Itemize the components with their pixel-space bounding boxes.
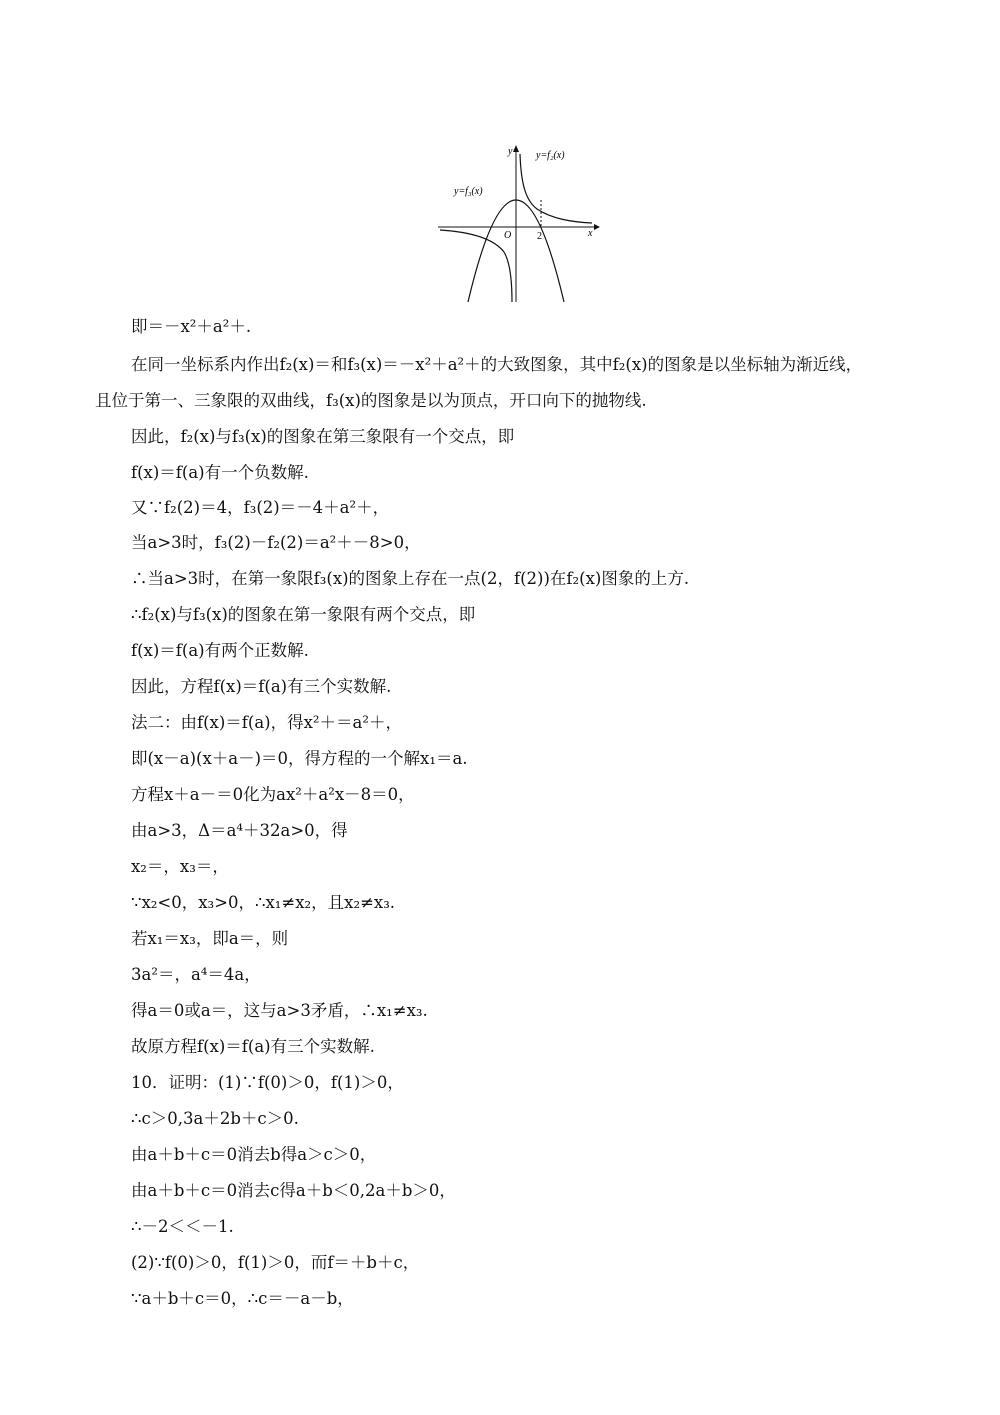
text-line: 且位于第一、三象限的双曲线，f₃(x)的图象是以为顶点，开口向下的抛物线. [95, 391, 647, 410]
text-line: 当a>3时，f₃(2)－f₂(2)＝a²＋－8>0， [131, 533, 421, 552]
text-line: 法二：由f(x)＝f(a)，得x²＋＝a²＋， [131, 713, 402, 732]
text-line: 因此，方程f(x)＝f(a)有三个实数解. [131, 677, 392, 696]
text-line: 由a>3，Δ＝a⁴＋32a>0，得 [131, 821, 348, 840]
text-line: ∵x₂<0，x₃>0，∴x₁≠x₂，且x₂≠x₃. [131, 893, 396, 912]
hyperbola-f2-branch-q3 [440, 230, 512, 302]
f3-curve-label: y=f₃(x) [454, 186, 483, 197]
text-line: 3a²＝，a⁴＝4a， [131, 965, 261, 984]
text-line: f(x)＝f(a)有一个负数解. [131, 463, 309, 482]
text-line: (2)∵f(0)＞0，f(1)＞0，而f＝＋b＋c， [131, 1253, 420, 1272]
text-line: 故原方程f(x)＝f(a)有三个实数解. [131, 1037, 375, 1056]
text-line: ∴f₂(x)与f₃(x)的图象在第一象限有两个交点，即 [131, 605, 476, 624]
text-line: 得a＝0或a＝，这与a>3矛盾，∴x₁≠x₃. [131, 1001, 428, 1020]
origin-label: O [504, 230, 512, 241]
text-line: x₂＝，x₃＝， [131, 857, 229, 876]
text-line: 方程x＋a－＝0化为ax²＋a²x－8＝0， [131, 785, 415, 804]
text-line: 又∵f₂(2)＝4，f₃(2)＝－4＋a²＋， [131, 498, 390, 517]
text-line: 即＝－x²＋a²＋. [131, 317, 252, 336]
text-line: 即(x－a)(x＋a－)＝0，得方程的一个解x₁＝a. [131, 749, 468, 768]
text-line: ∵a＋b＋c＝0，∴c＝－a－b， [131, 1289, 354, 1308]
text-line: 由a＋b＋c＝0消去c得a＋b＜0,2a＋b＞0， [131, 1181, 456, 1200]
f2-curve-label: y=f₂(x) [536, 150, 565, 161]
x-axis-arrow [594, 224, 600, 230]
text-line: 若x₁＝x₃，即a＝，则 [131, 929, 289, 948]
tick-two-label: 2 [537, 231, 542, 242]
x-axis-label: x [588, 228, 593, 239]
text-line: ∴－2＜＜－1. [131, 1217, 234, 1236]
text-line: 由a＋b＋c＝0消去b得a＞c＞0， [131, 1145, 377, 1164]
hyperbola-f2-branch-q1 [520, 154, 592, 223]
y-axis-arrow [513, 145, 519, 152]
y-axis-label: y [508, 146, 513, 157]
function-graph-figure [432, 142, 602, 304]
text-line: f(x)＝f(a)有两个正数解. [131, 641, 309, 660]
text-line: ∴c＞0,3a＋2b＋c＞0. [131, 1109, 299, 1128]
text-line: ∴当a>3时，在第一象限f₃(x)的图象上存在一点(2，f(2))在f₂(x)图象的上方. [131, 569, 690, 588]
text-line: 10．证明：(1)∵f(0)＞0，f(1)＞0， [131, 1073, 404, 1092]
text-line: 在同一坐标系内作出f₂(x)＝和f₃(x)＝－x²＋a²＋的大致图象，其中f₂(x)的图象是以坐标轴为渐近线， [131, 355, 863, 374]
text-line: 因此，f₂(x)与f₃(x)的图象在第三象限有一个交点，即 [131, 427, 515, 446]
